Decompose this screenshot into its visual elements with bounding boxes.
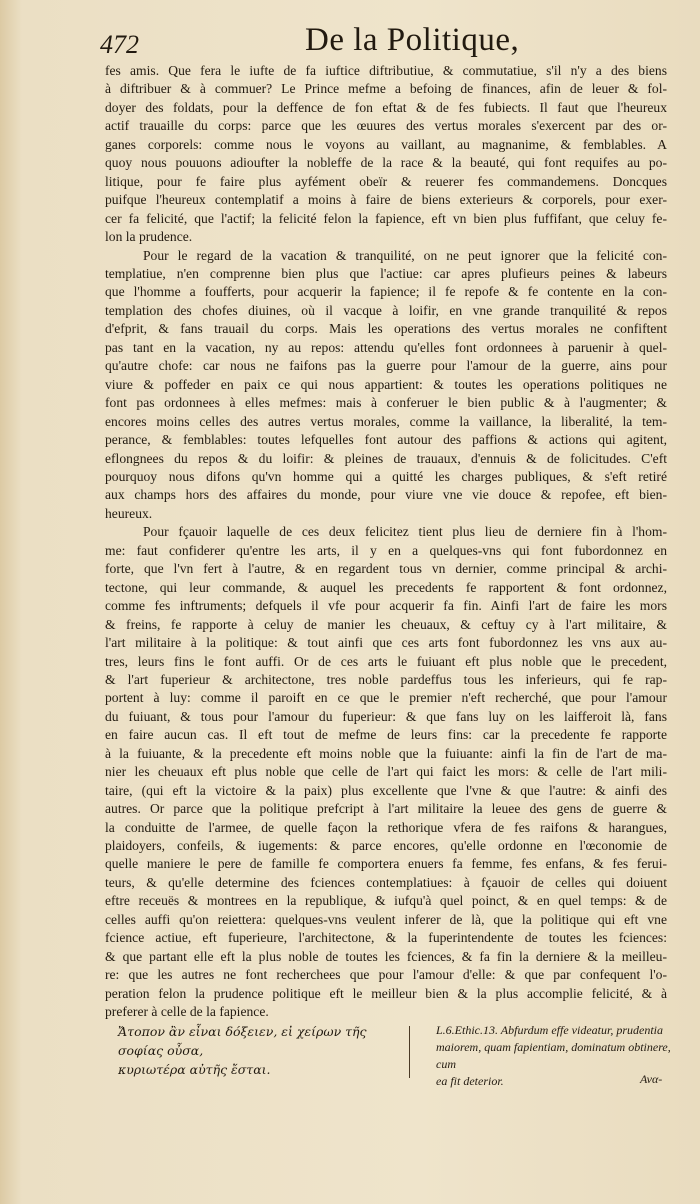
- text-line: portent à luy: comme il paroift en ce que le premier n'eft recherché, que pour l'amour: [105, 690, 667, 706]
- text-line: litique, pour fe faire plus ayfément obeïr & reuerer fes commandemens. Doncques: [105, 173, 667, 189]
- text-line: lon la prudence.: [105, 229, 193, 245]
- text-line: & que partant elle eft la plus noble de toutes les fciences, & fa fin la derniere & la meilleu-: [105, 948, 667, 964]
- text-line: puifque l'heureux contemplatif a moins à faire de biens exterieurs & corporels, pour exer-: [105, 192, 667, 208]
- text-line: me: faut confiderer qu'entre les arts, il y en a quelques-vns qui font fubordonnez en: [105, 542, 667, 558]
- text-line: autres. Or parce que la politique prefcript à l'art militaire la leuee des gens de guerre &: [105, 801, 667, 817]
- text-line: aux champs hors des affaires du monde, pour viure vne vie douce & repofee, eft bien-: [105, 487, 667, 503]
- text-line: d'efprit, & fans trauail du corps. Mais les operations des vertus morales ne confiftent: [105, 321, 667, 337]
- latin-note-line: L.6.Ethic.13. Abfurdum effe videatur, prudentia: [436, 1023, 663, 1037]
- text-line: doyer des foldats, pour la deffence de fon eftat & de fes fubiects. Il faut que l'heureux: [105, 99, 667, 115]
- text-line: à la fuiuante, & la precedente eft moins noble que la fuiuante: ainfi la fin de l'art de ma-: [105, 745, 667, 761]
- text-line: encores moins celles des autres vertus morales, comme la vaillance, la liberalité, la tem-: [105, 413, 667, 429]
- text-line: que l'homme a foufferts, pour acquerir la fapience; il fe repofe & fe contente en la con-: [105, 284, 667, 300]
- text-line: quelle maniere le pere de famille fe comportera enuers fa femme, fes enfans, & fes ferui-: [105, 856, 667, 872]
- text-line: l'art militaire à la politique: & tout ainfi que ces arts font fubordonnez les vns aux au-: [105, 635, 667, 651]
- text-line: peration felon la prudence politique eft le meilleur bien & la plus accomplie felicité, & à: [105, 985, 667, 1001]
- text-line: eftre receuës & montrees en la republique, & iufqu'à quel poinct, & en quel temps: & de: [105, 893, 667, 909]
- page-header: [100, 18, 660, 62]
- text-line: Pour le regard de la vacation & tranquilité, on ne peut ignorer que la felicité con-: [143, 247, 667, 263]
- catchword: Ανα-: [640, 1072, 663, 1086]
- text-line: cer fa felicité, que l'actif; la felicité felon la fapience, eft vn bien plus fuffifant, que celuy fe-: [105, 210, 667, 226]
- text-line: viure & poffeder en paix ce qui nous appartient: & toutes les operations politiques ne: [105, 376, 667, 392]
- body-text: [105, 62, 667, 1022]
- greek-note-line: Ἄτοπον ἂν εἶναι δόξειεν, εἰ χείρων τῆς σοφίας οὖσα,: [118, 1024, 367, 1058]
- text-line: re: que les autres ne font recherchees que pour l'amour d'elle: & que par confequent l'o-: [105, 967, 667, 983]
- text-line: celles auffi qu'on reiettera: quelques-vns veulent inferer de là, que la politique qui eft vne: [105, 911, 667, 927]
- latin-note-line: maiorem, quam fapientiam, dominatum obtinere, cum: [436, 1040, 671, 1071]
- text-line: templatiue, n'en comprenne bien plus que l'actiue: car apres plufieurs peines & labeurs: [105, 265, 667, 281]
- text-line: teurs, & qu'elle determine des fciences contemplatiues: à fçauoir de celles qui doiuent: [105, 874, 667, 890]
- text-line: Pour fçauoir laquelle de ces deux felicitez tient plus lieu de derniere fin à l'hom-: [143, 524, 667, 540]
- note-divider: [409, 1026, 410, 1078]
- text-line: & freins, fe rapporte à celuy de manier les cheuaux, & ceftuy cy à l'art militaire, &: [105, 616, 667, 632]
- text-line: du fuiuant, & tous pour l'amour du fuperieur: & que fans luy on les laifferoit là, fans: [105, 708, 667, 724]
- greek-note: [118, 1022, 398, 1079]
- text-line: tres, leurs fins le font auffi. Or de ces arts le fuiuant eft plus noble que le precedent,: [105, 653, 667, 669]
- text-line: pas tant en la vacation, ny au repos: attendu qu'elles font ordonnees à paruenir à quel-: [105, 339, 667, 355]
- text-line: heureux.: [105, 505, 153, 521]
- text-line: tectone, qui leur commande, & auquel les precedents fe rapportent & font ordonnez,: [105, 579, 667, 595]
- text-line: plaidoyers, confeils, & iugements: & parce encores, qu'elle ordonne en l'œconomie de: [105, 838, 667, 854]
- text-line: à diftribuer & à commuer? Le Prince mefme a befoing de finances, afin de leuer & fol-: [105, 81, 667, 97]
- running-title: De la Politique,: [305, 22, 520, 58]
- text-line: font pas ordonnees à elles mefmes: mais à conferuer le bien public & à l'augmenter; &: [105, 395, 667, 411]
- text-line: preferer à celle de la fapience.: [105, 1004, 269, 1020]
- paragraph: [105, 247, 667, 524]
- text-line: ganes corporels: comme nous le voyons au vaillant, au magnanime, & femblables. A: [105, 136, 667, 152]
- text-line: fcience actiue, eft fuperieure, l'architectone, & la fuperintendente de toutes les fciences:: [105, 930, 667, 946]
- page-number: 472: [100, 30, 139, 59]
- text-line: quoy nous pouuons adioufter la nobleffe de la race & la beauté, qui font requifes au po-: [105, 155, 667, 171]
- paragraph: [105, 62, 667, 247]
- text-line: templation des chofes diuines, où il vacque à loifir, en vne grande tranquilité & repos: [105, 302, 667, 318]
- text-line: en faire aucun cas. Il eft tout de mefme de leurs fins: car la precedente fe rapporte: [105, 727, 667, 743]
- greek-note-line: κυριωτέρα αὐτῆς ἔσται.: [118, 1062, 271, 1077]
- text-line: fes amis. Que fera le iufte de fa iuftice diftributiue, & commutatiue, s'il n'y a des biens: [105, 63, 667, 78]
- latin-note-line: ea fit deterior.: [436, 1074, 504, 1088]
- text-line: actif trauaille du corps: parce que les œuures des vertus morales s'exercent par des or-: [105, 118, 667, 134]
- text-line: la conduitte de l'armee, de quelle façon la rethorique vfera de fes raifons & harangues,: [105, 819, 667, 835]
- text-line: nier les cheuaux eft plus noble que celle de l'art qui faict les mors: & celle de l'art mili-: [105, 764, 667, 780]
- marginal-notes: [118, 1022, 678, 1092]
- text-line: qu'autre chofe: car nous ne faifons pas la guerre pour l'amour de la guerre, ains pour: [105, 358, 667, 374]
- text-line: pourquoy nous difons qu'vn homme qui a quitté les charges publiques, & s'eft retiré: [105, 468, 667, 484]
- text-line: eflongnees du repos & du loifir: & pleines de trauaux, d'ennuis & de folicitudes. C'eft: [105, 450, 667, 466]
- text-line: comme fes inftruments; defquels il vfe pour acquerir fa fin. Ainfi l'art de faire les mors: [105, 598, 667, 614]
- text-line: forte, que l'vn fert à l'autre, & en regardent tous vn dernier, comme principal & archi-: [105, 561, 667, 577]
- text-line: & l'art fuperieur & architectone, tres noble pardeffus tous les inferieurs, qui fe rap-: [105, 671, 667, 687]
- text-line: taire, (qui eft la victoire & la paix) plus excellente que l'vne & que l'autre: & ainfi des: [105, 782, 667, 798]
- text-line: perance, & femblables: toutes lefquelles font autour des paffions & actions qui agitent,: [105, 432, 667, 448]
- paragraph: [105, 523, 667, 1021]
